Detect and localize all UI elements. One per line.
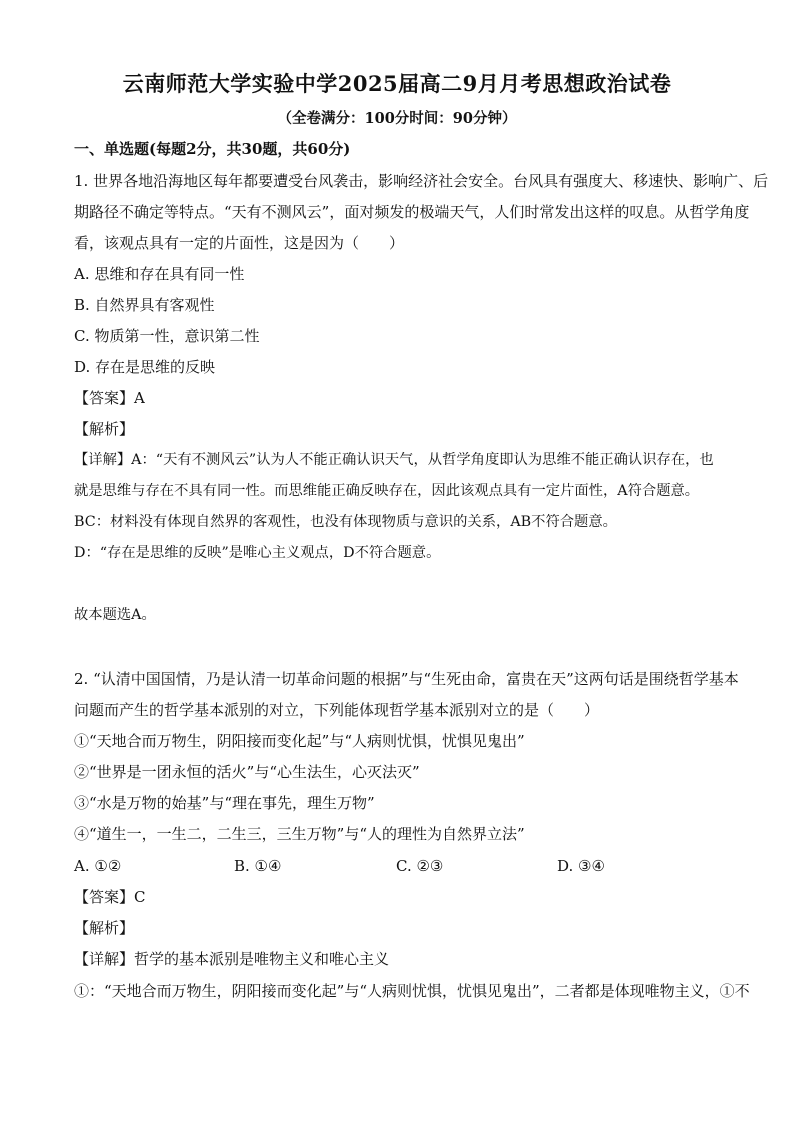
q1-detail-line: 就是思维与存在不具有同一性。而思维能正确反映存在，因此该观点具有一定片面性，A符合题意。 bbox=[74, 483, 700, 499]
q2-item-2: ②“世界是一团永恒的活火”与“心生法生，心灭法灭” bbox=[74, 763, 420, 781]
q2-answer: 【答案】C bbox=[74, 888, 146, 906]
q2-option-a: A. ①② bbox=[74, 857, 122, 875]
q2-stem-line: 2. “认清中国国情，乃是认清一切革命问题的根据”与“生死由命，富贵在天”这两句话是围绕哲学基本 bbox=[74, 670, 739, 688]
q2-analysis-label: 【解析】 bbox=[74, 919, 135, 937]
q1-detail-line: D：“存在是思维的反映”是唯心主义观点，D不符合题意。 bbox=[74, 545, 441, 561]
q1-detail-line: BC：材料没有体现自然界的客观性，也没有体现物质与意识的关系，AB不符合题意。 bbox=[74, 514, 617, 530]
q1-option-c: C. 物质第一性，意识第二性 bbox=[74, 327, 260, 345]
q1-answer: 【答案】A bbox=[74, 389, 145, 407]
q1-option-a: A. 思维和存在具有同一性 bbox=[74, 265, 245, 283]
q2-item-3: ③“水是万物的始基”与“理在事先，理生万物” bbox=[74, 794, 375, 812]
q1-option-d: D. 存在是思维的反映 bbox=[74, 358, 216, 376]
q1-detail-line: 【详解】A：“天有不测风云”认为人不能正确认识天气，从哲学角度即认为思维不能正确认识存在，也 bbox=[74, 452, 714, 468]
q2-option-b: B. ①④ bbox=[234, 857, 282, 875]
page-title: 云南师范大学实验中学2025届高二9月月考思想政治试卷 bbox=[122, 71, 672, 96]
q2-detail-line: 【详解】哲学的基本派别是唯物主义和唯心主义 bbox=[74, 950, 390, 968]
section-heading: 一、单选题(每题2分，共30题，共60分) bbox=[74, 140, 351, 158]
q1-stem-line: 看，该观点具有一定的片面性，这是因为（ ） bbox=[74, 234, 405, 252]
q1-conclusion: 故本题选A。 bbox=[74, 607, 156, 623]
q2-item-1: ①“天地合而万物生，阴阳接而变化起”与“人病则忧惧，忧惧见鬼出” bbox=[74, 732, 525, 750]
q1-option-b: B. 自然界具有客观性 bbox=[74, 296, 215, 314]
page-subtitle: （全卷满分：100分时间：90分钟） bbox=[277, 110, 517, 127]
q2-option-d: D. ③④ bbox=[557, 857, 605, 875]
q2-detail-line: ①：“天地合而万物生，阴阳接而变化起”与“人病则忧惧，忧惧见鬼出”，二者都是体现唯物主义，①不 bbox=[74, 982, 750, 1000]
q2-stem-line: 问题而产生的哲学基本派别的对立，下列能体现哲学基本派别对立的是（ ） bbox=[74, 701, 600, 719]
q2-option-c: C. ②③ bbox=[396, 857, 444, 875]
q1-analysis-label: 【解析】 bbox=[74, 420, 135, 438]
q1-stem-line: 1. 世界各地沿海地区每年都要遭受台风袭击，影响经济社会安全。台风具有强度大、移速快、影响广、后 bbox=[74, 172, 769, 190]
q1-stem-line: 期路径不确定等特点。“天有不测风云”，面对频发的极端天气，人们时常发出这样的叹息。从哲学角度 bbox=[74, 203, 750, 221]
q2-item-4: ④“道生一，一生二，二生三，三生万物”与“人的理性为自然界立法” bbox=[74, 825, 525, 843]
